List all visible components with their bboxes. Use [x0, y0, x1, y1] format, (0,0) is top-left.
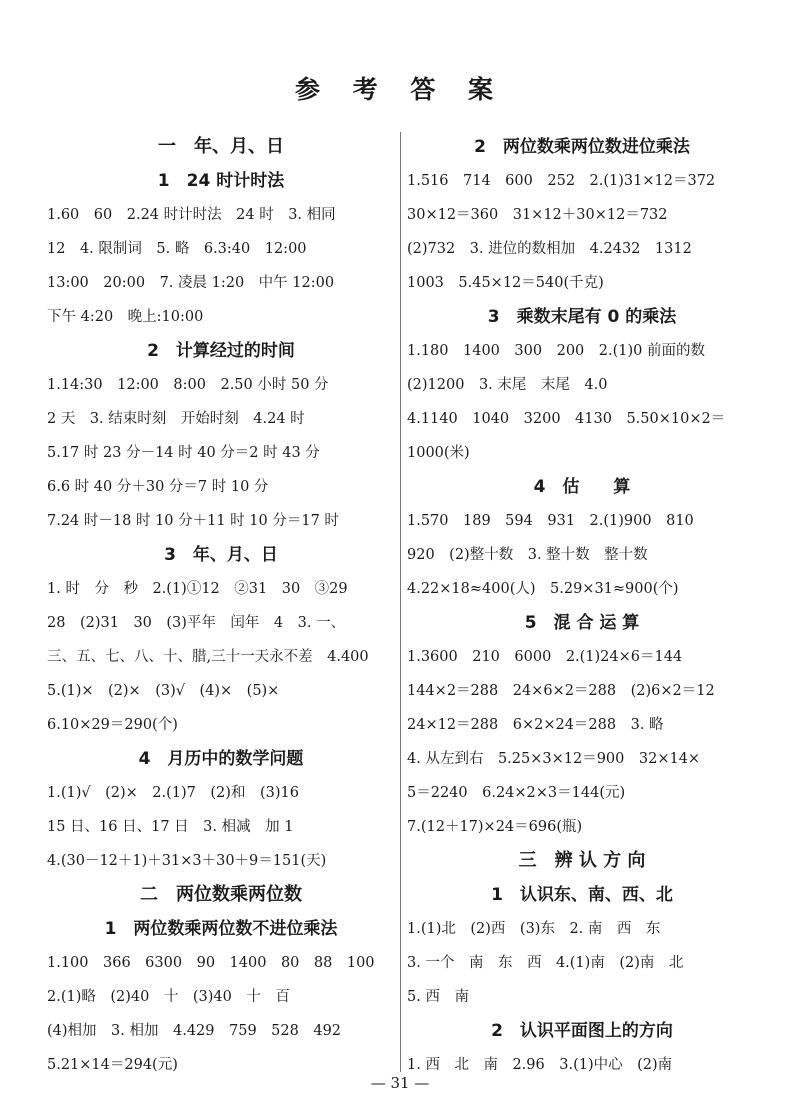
answer-line: 1.(1)√ (2)× 2.(1)7 (2)和 (3)16 — [47, 785, 299, 801]
answer-line: 15 日、16 日、17 日 3. 相减 加 1 — [47, 819, 294, 835]
answer-line: 2.(1)略 (2)40 十 (3)40 十 百 — [47, 989, 290, 1005]
page-number: — 31 — — [370, 1074, 430, 1092]
answer-line: 1.(1)北 (2)西 (3)东 2. 南 西 东 — [407, 921, 661, 937]
answer-line: 28 (2)31 30 (3)平年 闰年 4 3. 一、 — [47, 615, 346, 631]
section-heading: 3 年、月、日 — [164, 545, 278, 565]
answer-line: 1.516 714 600 252 2.(1)31×12＝372 — [407, 173, 716, 189]
section-heading: 1 24 时计时法 — [157, 171, 285, 191]
answer-line: 5. 西 南 — [407, 989, 469, 1005]
page-title: 参 考 答 案 — [294, 75, 506, 104]
answer-line: (2)1200 3. 末尾 末尾 4.0 — [407, 377, 608, 393]
answer-line: 2 天 3. 结束时刻 开始时刻 4.24 时 — [47, 411, 305, 427]
answer-line: 4.1140 1040 3200 4130 5.50×10×2＝ — [407, 411, 726, 427]
chapter-heading: 三 辨 认 方 向 — [518, 850, 646, 871]
answer-line: 3. 一个 南 东 西 4.(1)南 (2)南 北 — [407, 955, 684, 971]
left-column — [47, 130, 395, 1082]
answer-line: 920 (2)整十数 3. 整十数 整十数 — [407, 547, 648, 563]
answer-line: 1000(米) — [407, 445, 470, 461]
answer-line: 1.60 60 2.24 时计时法 24 时 3. 相同 — [47, 207, 336, 223]
answer-line: 144×2＝288 24×6×2＝288 (2)6×2＝12 — [407, 683, 715, 699]
answer-line: 5.17 时 23 分－14 时 40 分＝2 时 43 分 — [47, 445, 320, 461]
right-column — [407, 130, 757, 1082]
answer-line: 1.570 189 594 931 2.(1)900 810 — [407, 513, 694, 529]
answer-line: 4.(30－12＋1)＋31×3＋30＋9＝151(天) — [47, 853, 327, 869]
section-heading: 2 计算经过的时间 — [147, 341, 295, 361]
section-heading: 4 月历中的数学问题 — [138, 749, 304, 769]
answer-line: 6.10×29＝290(个) — [47, 717, 178, 733]
answer-line: 5.(1)× (2)× (3)√ (4)× (5)× — [47, 683, 280, 699]
answer-line: 三、五、七、八、十、腊,三十一天永不差 4.400 — [47, 649, 369, 665]
column-divider — [400, 132, 401, 1072]
answer-line: 1. 西 北 南 2.96 3.(1)中心 (2)南 — [407, 1057, 673, 1073]
answer-line: 下午 4:20 晚上:10:00 — [47, 309, 204, 325]
section-heading: 3 乘数末尾有 0 的乘法 — [487, 307, 677, 327]
section-heading: 5 混 合 运 算 — [524, 613, 640, 633]
answer-line: 5.21×14＝294(元) — [47, 1057, 178, 1073]
answer-line: 4. 从左到右 5.25×3×12＝900 32×14× — [407, 751, 701, 767]
section-heading: 2 两位数乘两位数进位乘法 — [474, 137, 690, 157]
answer-line: (4)相加 3. 相加 4.429 759 528 492 — [47, 1023, 342, 1039]
answer-line: 30×12＝360 31×12＋30×12＝732 — [407, 207, 668, 223]
answer-line: 5＝2240 6.24×2×3＝144(元) — [407, 785, 626, 801]
chapter-heading: 二 两位数乘两位数 — [140, 884, 302, 905]
answer-line: 1.100 366 6300 90 1400 80 88 100 — [47, 955, 375, 971]
section-heading: 4 估 算 — [533, 477, 631, 497]
section-heading: 1 两位数乘两位数不进位乘法 — [104, 919, 338, 939]
answer-line: 13:00 20:00 7. 凌晨 1:20 中午 12:00 — [47, 275, 335, 291]
section-heading: 1 认识东、南、西、北 — [491, 885, 673, 905]
answer-line: 4.22×18≈400(人) 5.29×31≈900(个) — [407, 581, 679, 597]
answer-line: 1.180 1400 300 200 2.(1)0 前面的数 — [407, 343, 705, 359]
answer-line: 1003 5.45×12＝540(千克) — [407, 275, 604, 291]
chapter-heading: 一 年、月、日 — [158, 136, 284, 157]
answer-line: 7.24 时－18 时 10 分＋11 时 10 分＝17 时 — [47, 513, 339, 529]
answer-line: 6.6 时 40 分＋30 分＝7 时 10 分 — [47, 479, 269, 495]
answer-line: 1.14:30 12:00 8:00 2.50 小时 50 分 — [47, 377, 329, 393]
section-heading: 2 认识平面图上的方向 — [491, 1021, 673, 1041]
answer-line: 24×12＝288 6×2×24＝288 3. 略 — [407, 717, 664, 733]
answer-line: 1. 时 分 秒 2.(1)①12 ②31 30 ③29 — [47, 581, 348, 597]
answer-line: 12 4. 限制词 5. 略 6.3:40 12:00 — [47, 241, 307, 257]
answer-line: 7.(12＋17)×24＝696(瓶) — [407, 819, 583, 835]
answer-line: (2)732 3. 进位的数相加 4.2432 1312 — [407, 241, 692, 257]
answer-line: 1.3600 210 6000 2.(1)24×6＝144 — [407, 649, 683, 665]
